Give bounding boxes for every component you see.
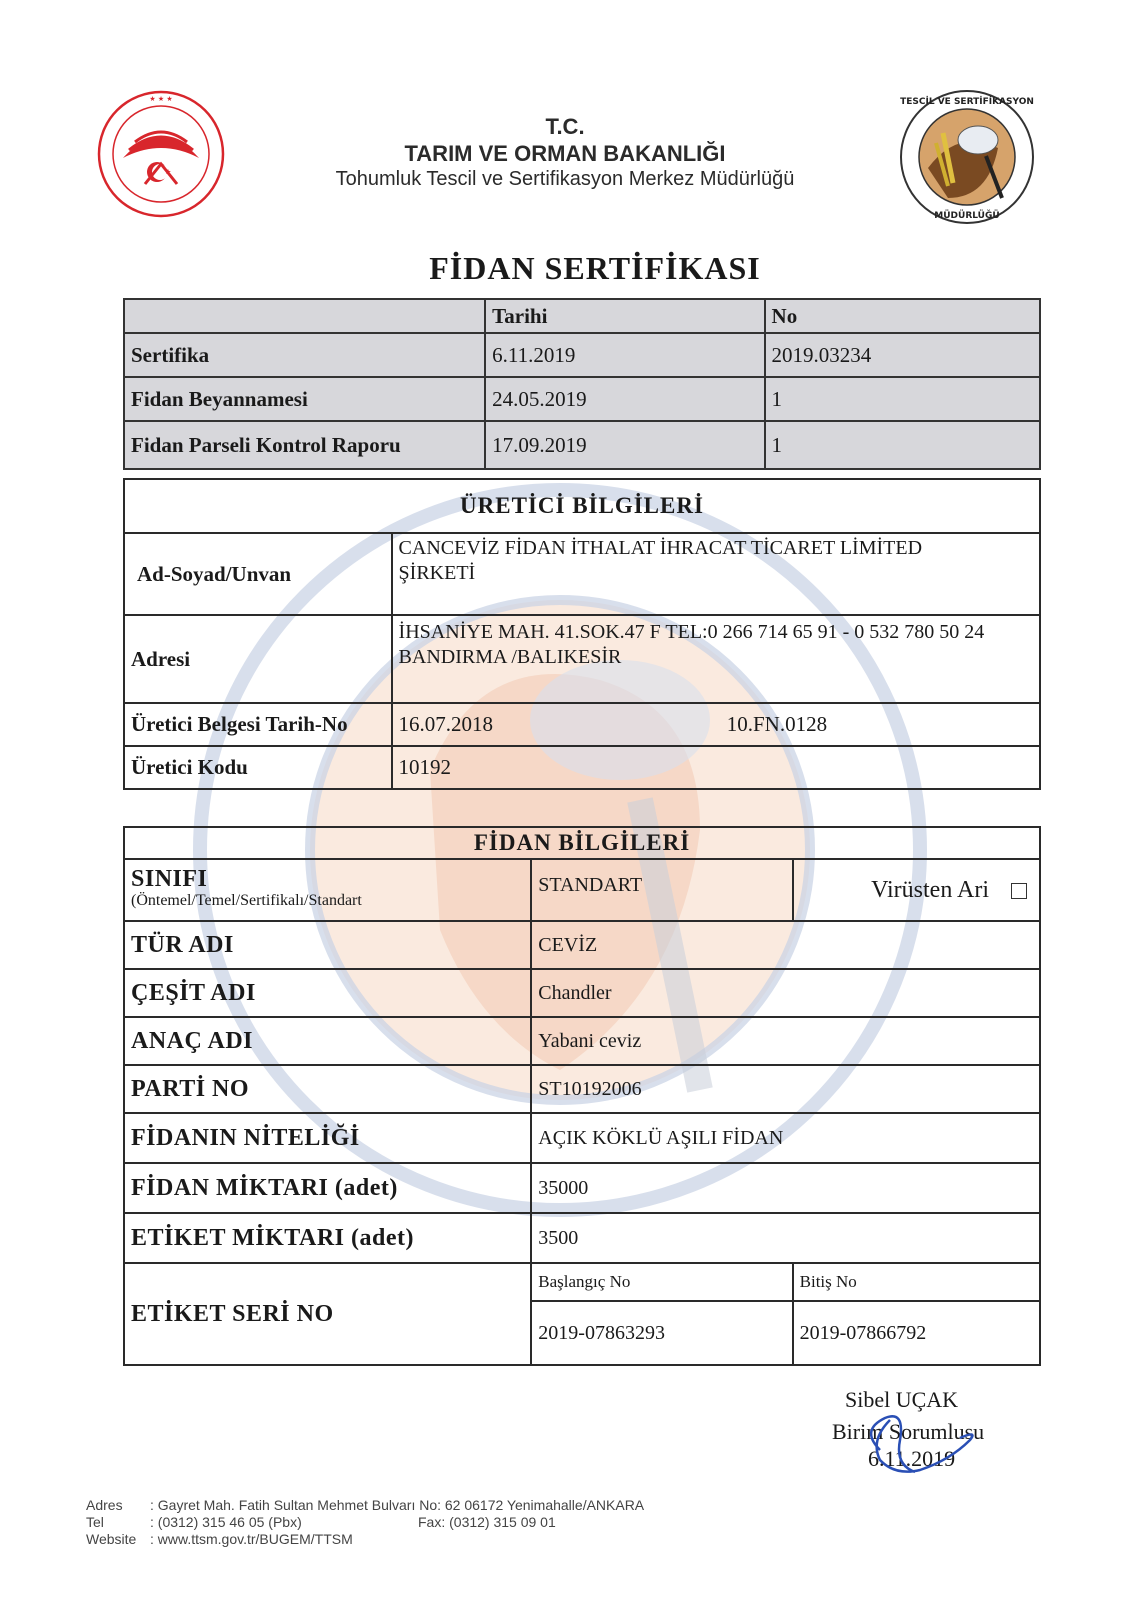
footer-website[interactable]: : www.ttsm.gov.tr/BUGEM/TTSM xyxy=(150,1531,353,1547)
sapling-section-title: FİDAN BİLGİLERİ xyxy=(124,827,1040,859)
footer-address-label: Adres xyxy=(86,1497,123,1513)
footer-tel: : (0312) 315 46 05 (Pbx) xyxy=(150,1514,302,1530)
col-date-header: Tarihi xyxy=(485,299,764,333)
label-amount-label: ETİKET MİKTARI (adet) xyxy=(124,1213,531,1263)
serial-start-value: 2019-07863293 xyxy=(531,1301,792,1365)
label-amount-value: 3500 xyxy=(531,1213,1040,1263)
name-label: Ad-Soyad/Unvan xyxy=(124,533,392,615)
row-date: 24.05.2019 xyxy=(485,377,764,421)
row-no: 1 xyxy=(765,421,1040,469)
header-tc: T.C. xyxy=(545,114,585,139)
row-label: Sertifika xyxy=(124,333,485,377)
producer-code: 10192 xyxy=(392,746,1040,789)
table-row xyxy=(124,377,1040,421)
producer-name-line2: ŞİRKETİ xyxy=(398,562,476,584)
row-no: 1 xyxy=(765,377,1040,421)
serial-label: ETİKET SERİ NO xyxy=(124,1263,531,1365)
amount-label: FİDAN MİKTARI (adet) xyxy=(124,1163,531,1213)
footer-tel-label: Tel xyxy=(86,1514,104,1530)
virus-free-label: Virüsten Ari xyxy=(871,876,989,903)
variety-label: ÇEŞİT ADI xyxy=(124,969,531,1017)
svg-text:MÜDÜRLÜĞÜ: MÜDÜRLÜĞÜ xyxy=(934,211,1000,221)
class-sub-label: (Öntemel/Temel/Sertifikalı/Standart xyxy=(131,892,362,909)
row-date: 6.11.2019 xyxy=(485,333,764,377)
producer-info-table xyxy=(123,478,1041,790)
document-title: FİDAN SERTİFİKASI xyxy=(429,250,761,286)
producer-section-title: ÜRETİCİ BİLGİLERİ xyxy=(124,479,1040,533)
footer-fax: Fax: (0312) 315 09 01 xyxy=(418,1514,556,1530)
handwritten-signature xyxy=(860,1410,990,1480)
producer-name-line1: CANCEVİZ FİDAN İTHALAT İHRACAT TİCARET LİMİTED xyxy=(398,537,923,559)
col-no-header: No xyxy=(765,299,1040,333)
quality-label: FİDANIN NİTELİĞİ xyxy=(124,1113,531,1163)
sapling-info-table xyxy=(123,826,1041,1366)
serial-start-label: Başlangıç No xyxy=(531,1263,792,1301)
species-label: TÜR ADI xyxy=(124,921,531,969)
signer-role: Birim Sorumlusu xyxy=(832,1419,985,1444)
row-label: Fidan Parseli Kontrol Raporu xyxy=(124,421,485,469)
row-date: 17.09.2019 xyxy=(485,421,764,469)
rootstock-value: Yabani ceviz xyxy=(531,1017,1040,1065)
species-value: CEVİZ xyxy=(531,921,1040,969)
footer-address: : Gayret Mah. Fatih Sultan Mehmet Bulvarı No: 62 06172 Yenimahalle/ANKARA xyxy=(150,1497,645,1513)
signer-name: Sibel UÇAK xyxy=(845,1387,959,1412)
serial-end-label: Bitiş No xyxy=(793,1263,1040,1301)
row-no: 2019.03234 xyxy=(765,333,1040,377)
header-center: Tohumluk Tescil ve Sertifikasyon Merkez Müdürlüğü xyxy=(335,168,795,190)
cert-label: Üretici Belgesi Tarih-No xyxy=(124,703,392,746)
svg-text:★ ★ ★: ★ ★ ★ xyxy=(149,95,173,103)
amount-value: 35000 xyxy=(531,1163,1040,1213)
class-label: SINIFI xyxy=(131,866,208,892)
row-label: Fidan Beyannamesi xyxy=(124,377,485,421)
producer-address-line2: BANDIRMA /BALIKESİR xyxy=(398,646,622,668)
header-blank xyxy=(124,299,485,333)
header-ministry: TARIM VE ORMAN BAKANLIĞI xyxy=(404,141,726,166)
producer-cert-no: 10.FN.0128 xyxy=(721,703,1040,746)
serial-end-value: 2019-07866792 xyxy=(793,1301,1040,1365)
lot-label: PARTİ NO xyxy=(124,1065,531,1113)
table-row xyxy=(124,421,1040,469)
producer-address-line1: İHSANİYE MAH. 41.SOK.47 F TEL:0 266 714 65 91 - 0 532 780 50 24 xyxy=(398,621,985,643)
virus-free-checkbox[interactable] xyxy=(1011,883,1027,899)
lot-value: ST10192006 xyxy=(531,1065,1040,1113)
certificate-reference-table xyxy=(123,298,1041,470)
table-row xyxy=(124,333,1040,377)
quality-value: AÇIK KÖKLÜ AŞILI FİDAN xyxy=(531,1113,1040,1163)
variety-value: Chandler xyxy=(531,969,1040,1017)
address-label: Adresi xyxy=(124,615,392,703)
footer-website-label: Website xyxy=(86,1531,137,1547)
class-value: STANDART xyxy=(531,859,792,921)
signature-date: 6.11.2019 xyxy=(868,1446,956,1471)
producer-cert-date: 16.07.2018 xyxy=(392,703,721,746)
svg-text:TESCİL VE SERTİFİKASYON: TESCİL VE SERTİFİKASYON xyxy=(900,97,1034,107)
rootstock-label: ANAÇ ADI xyxy=(124,1017,531,1065)
code-label: Üretici Kodu xyxy=(124,746,392,789)
